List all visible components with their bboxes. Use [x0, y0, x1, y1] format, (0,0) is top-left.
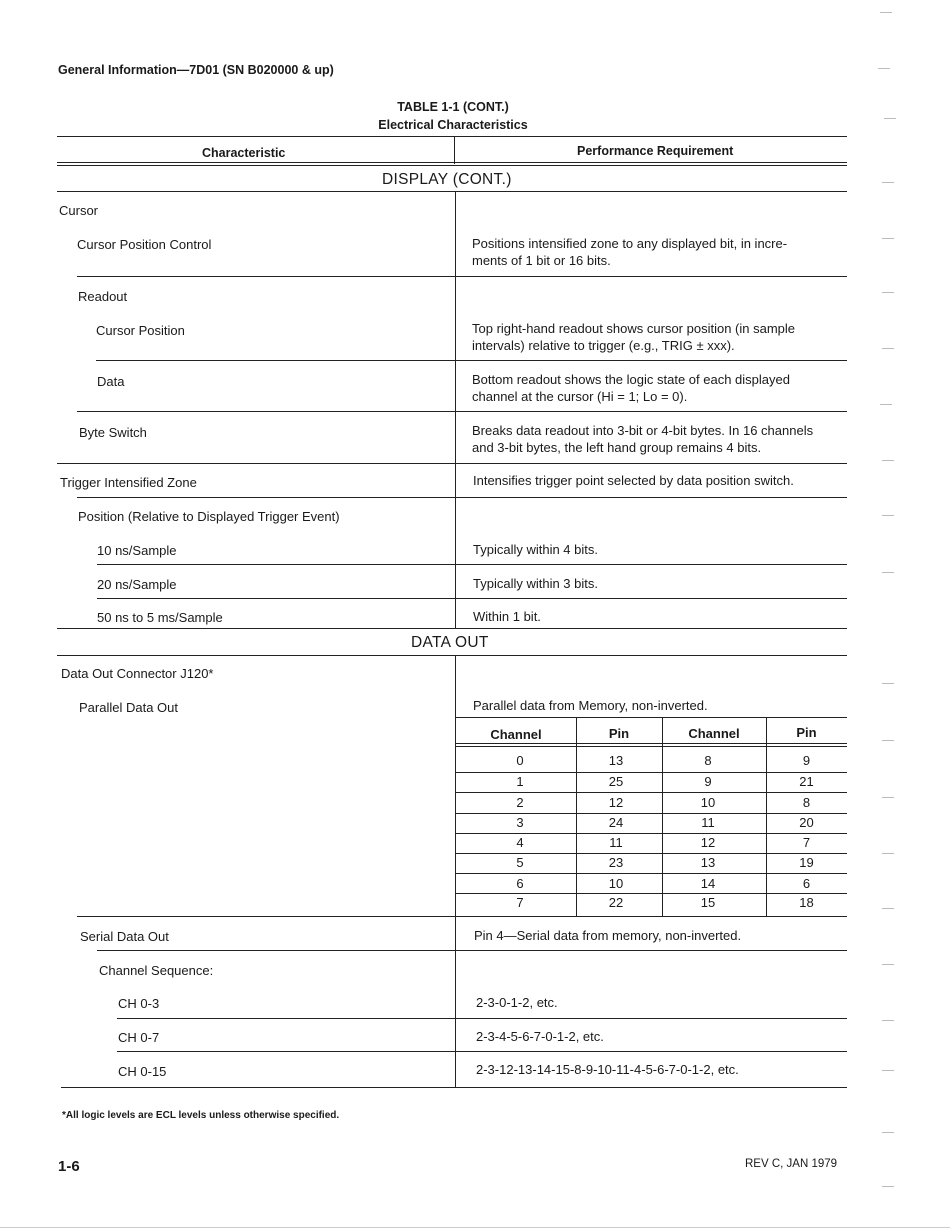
revision-label: REV C, JAN 1979 — [745, 1158, 838, 1170]
rule — [77, 916, 847, 917]
scan-mark — [882, 572, 894, 573]
scan-mark — [882, 1020, 894, 1021]
table-cell: 10 — [608, 876, 624, 891]
row-requirement: Positions intensified zone to any displayed bit, in incre- — [472, 236, 788, 251]
rule — [456, 833, 847, 834]
rule — [456, 792, 847, 793]
row-label: Data — [97, 374, 125, 389]
scan-mark — [880, 404, 892, 405]
rule — [57, 655, 847, 656]
scan-mark — [882, 908, 894, 909]
table-cell: 24 — [608, 815, 624, 830]
scan-mark — [882, 1186, 894, 1187]
rule — [456, 893, 847, 894]
table-cell: 6 — [516, 876, 524, 891]
row-requirement: Top right-hand readout shows cursor position (in sample — [472, 321, 796, 336]
rule — [57, 463, 847, 464]
table-cell: 15 — [700, 895, 716, 910]
row-label: 20 ns/Sample — [97, 577, 177, 592]
scan-mark — [882, 238, 894, 239]
pin-table-header: Channel — [688, 726, 740, 741]
rule — [456, 873, 847, 874]
row-requirement: Typically within 3 bits. — [473, 576, 598, 591]
scan-mark — [882, 683, 894, 684]
scan-mark — [882, 853, 894, 854]
rule — [456, 746, 847, 747]
row-label: Byte Switch — [79, 425, 147, 440]
table-cell: 23 — [608, 855, 624, 870]
rule — [57, 165, 847, 166]
rule — [117, 1051, 847, 1052]
scan-mark — [884, 118, 896, 119]
table-cell: 18 — [799, 895, 814, 910]
table-cell: 13 — [608, 753, 624, 768]
rule — [456, 853, 847, 854]
rule — [97, 598, 847, 599]
column-divider — [455, 656, 456, 1087]
scan-mark — [880, 12, 892, 13]
table-cell: 5 — [516, 855, 524, 870]
row-requirement: 2-3-12-13-14-15-8-9-10-11-4-5-6-7-0-1-2, etc. — [476, 1062, 739, 1077]
table-cell: 11 — [609, 835, 623, 850]
rule — [57, 136, 847, 137]
table-cell: 22 — [608, 895, 624, 910]
column-divider — [454, 137, 455, 164]
row-label: Cursor — [59, 203, 99, 218]
rule — [117, 1018, 847, 1019]
table-cell: 9 — [802, 753, 811, 768]
table-cell: 2 — [516, 795, 524, 810]
rule — [97, 950, 847, 951]
table-cell: 4 — [516, 835, 524, 850]
row-label: Cursor Position Control — [77, 237, 212, 252]
row-label: Position (Relative to Displayed Trigger Event) — [78, 509, 340, 524]
page-number: 1-6 — [58, 1158, 80, 1175]
pin-table-header: Pin — [608, 726, 630, 741]
row-requirement: Bottom readout shows the logic state of each displayed — [472, 372, 790, 387]
row-label: Channel Sequence: — [99, 963, 214, 978]
row-label: Cursor Position — [96, 323, 185, 338]
table-subtitle: Electrical Characteristics — [378, 118, 528, 132]
column-header-characteristic: Characteristic — [202, 146, 286, 160]
scan-mark — [882, 797, 894, 798]
row-label: 10 ns/Sample — [97, 543, 177, 558]
row-label: CH 0-15 — [118, 1064, 167, 1079]
row-requirement: ments of 1 bit or 16 bits. — [472, 253, 611, 268]
table-cell: 6 — [802, 876, 811, 891]
footnote: *All logic levels are ECL levels unless otherwise specified. — [62, 1110, 340, 1121]
row-label: Readout — [78, 289, 128, 304]
rule — [57, 162, 847, 163]
pin-table-header: Pin — [796, 725, 817, 740]
rule — [456, 813, 847, 814]
table-cell: 8 — [704, 753, 712, 768]
rule — [57, 628, 847, 629]
scan-mark — [882, 348, 894, 349]
pin-table-header: Channel — [490, 727, 542, 742]
rule — [97, 564, 847, 565]
table-title: TABLE 1-1 (CONT.) — [397, 100, 509, 114]
rule — [456, 772, 847, 773]
row-requirement: Breaks data readout into 3-bit or 4-bit bytes. In 16 channels — [472, 423, 814, 438]
row-label: Serial Data Out — [80, 929, 169, 944]
table-cell: 0 — [516, 753, 524, 768]
row-requirement: and 3-bit bytes, the left hand group remains 4 bits. — [472, 440, 762, 455]
table-cell: 20 — [799, 815, 814, 830]
row-requirement: intervals) relative to trigger (e.g., TRIG ± xxx). — [472, 338, 735, 353]
rule — [96, 360, 847, 361]
table-cell: 10 — [700, 795, 716, 810]
scan-mark — [882, 740, 894, 741]
table-cell: 7 — [516, 895, 524, 910]
table-cell: 21 — [799, 774, 814, 789]
column-divider — [455, 192, 456, 628]
row-requirement: Intensifies trigger point selected by data position switch. — [473, 473, 794, 488]
table-cell: 19 — [799, 855, 814, 870]
table-cell: 3 — [516, 815, 524, 830]
table-cell: 25 — [608, 774, 624, 789]
section-title-data-out: DATA OUT — [411, 634, 489, 651]
row-requirement: channel at the cursor (Hi = 1; Lo = 0). — [472, 389, 688, 404]
scan-mark — [882, 515, 894, 516]
table-cell: 8 — [802, 795, 811, 810]
row-label: Parallel Data Out — [79, 700, 178, 715]
rule — [61, 1087, 847, 1088]
section-title-display: DISPLAY (CONT.) — [382, 171, 512, 188]
row-requirement: 2-3-0-1-2, etc. — [476, 995, 558, 1010]
row-label: Trigger Intensified Zone — [60, 475, 197, 490]
rule — [77, 497, 847, 498]
rule — [456, 717, 847, 718]
row-requirement: Within 1 bit. — [473, 609, 541, 624]
row-label: CH 0-7 — [118, 1030, 160, 1045]
table-cell: 7 — [802, 835, 811, 850]
page-header: General Information—7D01 (SN B020000 & up) — [58, 63, 334, 77]
scan-mark — [882, 964, 894, 965]
table-cell: 11 — [701, 815, 715, 830]
row-requirement: Parallel data from Memory, non-inverted. — [473, 698, 708, 713]
row-requirement: Typically within 4 bits. — [473, 542, 598, 557]
row-requirement: Pin 4—Serial data from memory, non-inverted. — [474, 928, 742, 943]
row-label: 50 ns to 5 ms/Sample — [97, 610, 223, 625]
rule — [57, 191, 847, 192]
rule — [77, 411, 847, 412]
scan-mark — [882, 1070, 894, 1071]
page-edge — [0, 1227, 950, 1228]
rule — [77, 276, 847, 277]
row-label: CH 0-3 — [118, 996, 160, 1011]
table-cell: 14 — [700, 876, 716, 891]
scan-mark — [878, 68, 890, 69]
scan-mark — [882, 292, 894, 293]
table-cell: 1 — [516, 774, 524, 789]
rule — [456, 743, 847, 744]
scan-mark — [882, 182, 894, 183]
table-cell: 9 — [704, 774, 712, 789]
scan-mark — [882, 460, 894, 461]
table-cell: 12 — [700, 835, 716, 850]
table-cell: 12 — [608, 795, 624, 810]
scan-mark — [882, 1132, 894, 1133]
table-cell: 13 — [700, 855, 716, 870]
column-header-requirement: Performance Requirement — [577, 144, 734, 158]
row-requirement: 2-3-4-5-6-7-0-1-2, etc. — [476, 1029, 604, 1044]
row-label: Data Out Connector J120* — [61, 666, 214, 681]
